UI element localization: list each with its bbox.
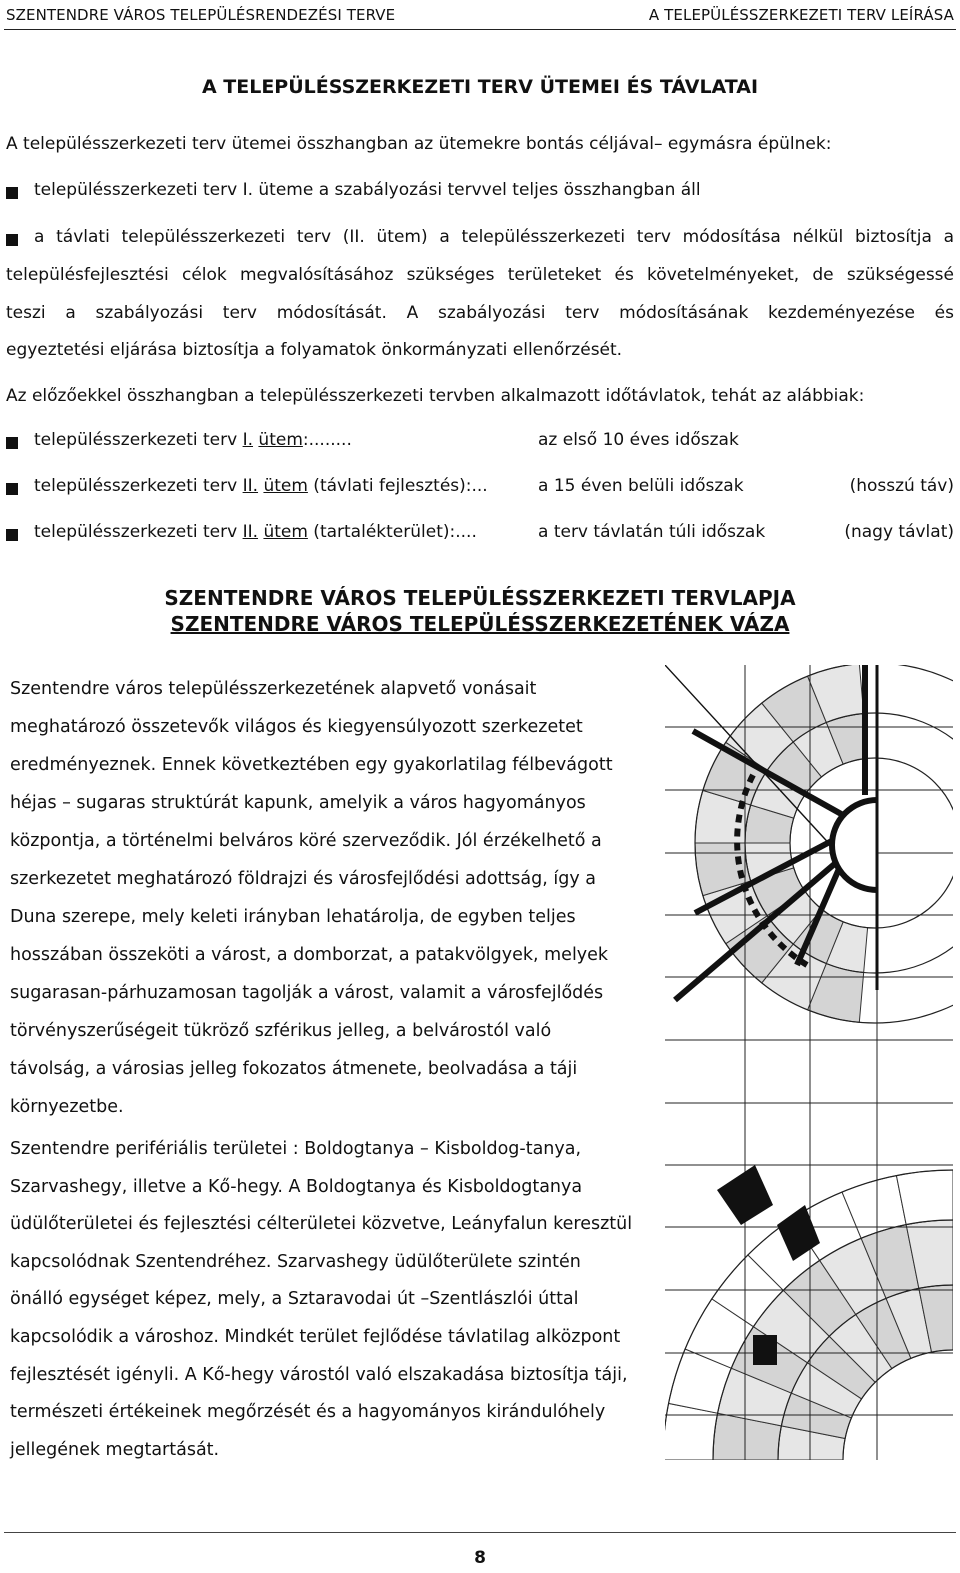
phase-row bbox=[6, 430, 954, 454]
phase-row bbox=[6, 522, 954, 546]
paragraph-line: teszi a szabályozási terv módosítását. A szabályozási terv módosításának kezdeményezése és bbox=[6, 303, 954, 323]
periphery-paragraph bbox=[10, 1131, 660, 1469]
structure-paragraph bbox=[10, 670, 660, 1126]
intro-paragraph: A településszerkezeti terv ütemei összhangban az ütemekre bontás céljával– egymásra épülnek: bbox=[6, 134, 832, 154]
text-line: hosszában összeköti a várost, a domborzat, a patakvölgyek, melyek bbox=[10, 945, 609, 965]
text-line: távolság, a városias jelleg fokozatos átmenete, beolvadása a táji bbox=[10, 1059, 578, 1079]
text-line: környezetbe. bbox=[10, 1097, 124, 1117]
phase-desc: az első 10 éves időszak bbox=[538, 430, 739, 450]
text-line: természeti értékeinek megőrzését és a hagyományos kirándulóhely bbox=[10, 1402, 606, 1423]
ring-sector bbox=[896, 1170, 953, 1225]
text-line: kapcsolódnak Szentendréhez. Szarvashegy üdülőterülete szintén bbox=[10, 1251, 581, 1272]
text-line: üdülőterületei és fejlesztési célterületei közvetve, Leányfalun keresztül bbox=[10, 1214, 633, 1235]
phase-desc: a terv távlatán túli időszak bbox=[538, 522, 766, 542]
text-line: héjas – sugaras struktúrát kapunk, amelyik a város hagyományos bbox=[10, 793, 586, 813]
bullet-phase-one bbox=[6, 180, 954, 200]
text-line: sugarasan-párhuzamosan tagolják a várost, valamit a városfejlődés bbox=[10, 983, 604, 1003]
header-rule bbox=[4, 29, 956, 30]
text-line: kapcsolódik a városhoz. Mindkét terület fejlődése távlatilag alközpont bbox=[10, 1326, 621, 1347]
section-title-2: SZENTENDRE VÁROS TELEPÜLÉSSZERKEZETI TERVLAPJA bbox=[164, 586, 796, 610]
phase-label: településszerkezeti terv I. ütem:........ bbox=[34, 430, 352, 450]
text-line: Szentendre perifériális területei : Boldogtanya – Kisboldog-tanya, bbox=[10, 1139, 582, 1159]
header-right: A TELEPÜLÉSSZERKEZETI TERV LEÍRÁSA bbox=[648, 6, 954, 24]
text-line: központja, a történelmi belváros köré szerveződik. Jól érzékelhető a bbox=[10, 831, 602, 851]
phase-note: (nagy távlat) bbox=[844, 522, 954, 542]
phase-label: településszerkezeti terv II. ütem (távlati fejlesztés):... bbox=[34, 476, 488, 496]
paragraph-line: településfejlesztési célok megvalósításához szükséges területeket és követelményeket, de szükségessé bbox=[6, 265, 954, 285]
section-subtitle-2: SZENTENDRE VÁROS TELEPÜLÉSSZERKEZETÉNEK VÁZA bbox=[170, 612, 790, 636]
bullet-text: a távlati településszerkezeti terv (II. ütem) a településszerkezeti terv módosítása nélkül biztosítja a bbox=[34, 227, 954, 247]
section-title: A TELEPÜLÉSSZERKEZETI TERV ÜTEMEI ÉS TÁVLATAI bbox=[201, 76, 759, 98]
lower-ring-sectors bbox=[665, 1170, 953, 1460]
footer-rule bbox=[4, 1532, 956, 1533]
timeframe-paragraph: Az előzőekkel összhangban a településszerkezeti tervben alkalmazott időtávlatok, tehát az alábbiak: bbox=[6, 386, 865, 406]
bullet-phase-two bbox=[6, 227, 954, 247]
text-line: meghatározó összetevők világos és kiegyensúlyozott szerkezetet bbox=[10, 717, 583, 737]
text-line: Duna szerepe, mely keleti irányban lehatárolja, de egyben teljes bbox=[10, 907, 576, 927]
text-line: önálló egységet képez, mely, a Sztaravodai út –Szentlászlói úttal bbox=[10, 1289, 579, 1310]
text-line: törvényszerűségeit tükröző szférikus jelleg, a belvárostól való bbox=[10, 1021, 552, 1041]
header-left: SZENTENDRE VÁROS TELEPÜLÉSRENDEZÉSI TERVE bbox=[6, 6, 396, 24]
phase-desc: a 15 éven belüli időszak bbox=[538, 476, 744, 496]
paragraph-line: egyeztetési eljárása biztosítja a folyamatok önkormányzati ellenőrzését. bbox=[6, 340, 623, 360]
settlement-structure-diagram bbox=[665, 665, 953, 1460]
text-line: fejlesztését igényli. A Kő-hegy várostól való elszakadása biztosítja táji, bbox=[10, 1364, 628, 1385]
phase-row bbox=[6, 476, 954, 500]
text-line: jellegének megtartását. bbox=[10, 1439, 220, 1460]
page-number: 8 bbox=[474, 1548, 486, 1568]
text-line: Szentendre város településszerkezetének alapvető vonásait bbox=[10, 679, 537, 699]
page-header bbox=[0, 4, 960, 30]
phase-note: (hosszú táv) bbox=[849, 476, 954, 496]
bullet-text: településszerkezeti terv I. üteme a szabályozási tervvel teljes összhangban áll bbox=[34, 180, 701, 200]
text-line: eredményeznek. Ennek következtében egy gyakorlatilag félbevágott bbox=[10, 755, 613, 775]
text-line: szerkezetet meghatározó földrajzi és városfejlődési adottság, így a bbox=[10, 869, 596, 889]
text-line: Szarvashegy, illetve a Kő-hegy. A Boldogtanya és Kisboldogtanya bbox=[10, 1176, 583, 1197]
phase-label: településszerkezeti terv II. ütem (tartalékterület):.... bbox=[34, 522, 477, 542]
